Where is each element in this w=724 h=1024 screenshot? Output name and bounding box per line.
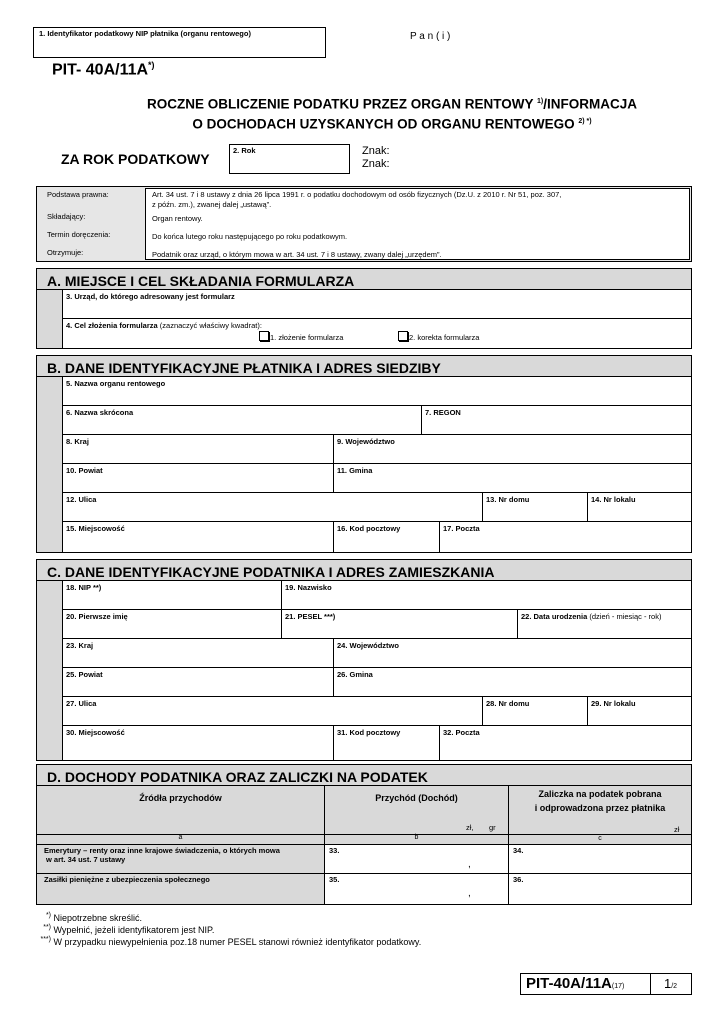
taxpayer-voivodeship-field[interactable]: 24. Województwo [333,638,692,668]
section-a-header: A. MIEJSCE I CEL SKŁADANIA FORMULARZA [36,268,692,290]
info-value-submitter: Organ rentowy. [152,214,203,223]
section-c-header: C. DANE IDENTYFIKACYJNE PODATNIKA I ADRES ZAMIESZKANIA [36,559,692,581]
nip-field[interactable] [33,27,326,58]
col-a-header: Źródła przychodów [139,793,222,803]
col-c-zl: zł [674,825,680,834]
surname-field[interactable]: 19. Nazwisko [281,580,692,610]
taxpayer-commune-field[interactable]: 26. Gmina [333,667,692,697]
row-pensions-label: Emerytury – renty oraz inne krajowe świadczenia, o których mowa w art. 34 ust. 7 ustawy [44,846,280,864]
taxpayer-country-field[interactable]: 23. Kraj [62,638,334,668]
pesel-field[interactable]: 21. PESEL ***) [281,609,518,639]
col-a-letter: a [178,834,183,841]
info-label-deadline: Termin doręczenia: [47,230,111,239]
tax-year-label: ZA ROK PODATKOWY [61,151,210,167]
taxpayer-postcode-field[interactable]: 31. Kod pocztowy [333,725,440,761]
taxpayer-city-field[interactable]: 30. Miejscowość [62,725,334,761]
payer-country-field[interactable]: 8. Kraj [62,434,334,464]
footer-form-code: PIT-40A/11A(17) [526,975,625,992]
benefits-income-field[interactable]: 35. , [329,875,471,899]
form-title: ROCZNE OBLICZENIE PODATKU PRZEZ ORGAN RENTOWY $^{1)}$/INFORMACJA O DOCHODACH UZYSKANYCH OD ORGANU RENTOWEGO $^{2) *)}$ [146,96,637,131]
info-value-recipient: Podatnik oraz urząd, o którym mowa w art. 34 ust. 7 i 8 ustawy, zwany dalej „urzędem”. [152,250,442,259]
payer-post-office-field[interactable]: 17. Poczta [439,521,692,553]
info-label-submitter: Składający: [47,212,86,221]
col-b-zl: zł, [466,823,474,832]
col-b-letter: b [414,834,419,841]
info-value-deadline: Do końca lutego roku następującego po roku podatkowym. [152,232,348,241]
info-label-recipient: Otrzymuje: [47,248,84,257]
row-benefits-label: Zasiłki pieniężne z ubezpieczenia społecznego [44,875,210,884]
option-correction[interactable]: 2. korekta formularza [398,331,479,342]
purpose-field: 4. Cel złożenia formularza (zaznaczyć właściwy kwadrat): 1. złożenie formularza 2. korekta formularza [62,318,692,349]
section-d-header: D. DOCHODY PODATNIKA ORAZ ZALICZKI NA PODATEK [36,764,692,786]
footer-page-number: 1/2 [664,976,678,991]
col-c-header-1: Zaliczka na podatek pobrana [538,789,662,799]
pan-i-text: P a n ( i ) [410,31,451,42]
regon-field[interactable]: 7. REGON [421,405,692,435]
col-c-letter: c [598,835,602,842]
section-b-header: B. DANE IDENTYFIKACYJNE PŁATNIKA I ADRES SIEDZIBY [36,355,692,377]
pensions-advance-field[interactable]: 34. [513,846,524,855]
payer-street-field[interactable]: 12. Ulica [62,492,483,522]
office-field[interactable]: 3. Urząd, do którego adresowany jest formularz [62,289,692,319]
option-submit[interactable]: 1. złożenie formularza [259,331,343,342]
taxpayer-street-field[interactable]: 27. Ulica [62,696,483,726]
taxpayer-county-field[interactable]: 25. Powiat [62,667,334,697]
col-b-header: Przychód (Dochód) [375,793,458,803]
birth-date-field[interactable]: 22. Data urodzenia (dzień - miesiąc - rok) [517,609,692,639]
payer-commune-field[interactable]: 11. Gmina [333,463,692,493]
col-b-gr: gr [489,823,496,832]
taxpayer-post-office-field[interactable]: 32. Poczta [439,725,692,761]
col-c-header-2: i odprowadzona przez płatnika [534,803,666,813]
taxpayer-nip-field[interactable]: 18. NIP **) [62,580,282,610]
info-value-legal-2: z późn. zm.), zwanej dalej „ustawą”. [152,200,272,209]
taxpayer-flat-no-field[interactable]: 29. Nr lokalu [587,696,692,726]
nip-label: 1. Identyfikator podatkowy NIP płatnika (organu rentowego) [39,29,251,38]
payer-house-no-field[interactable]: 13. Nr domu [482,492,588,522]
payer-postcode-field[interactable]: 16. Kod pocztowy [333,521,440,553]
info-value-legal: Art. 34 ust. 7 i 8 ustawy z dnia 26 lipca 1991 r. o podatku dochodowym od osób fizycznych (Dz.U. z 2010 r. Nr 51, poz. 307, [152,190,562,199]
form-code: PIT- 40A/11A*) [52,60,155,79]
payer-voivodeship-field[interactable]: 9. Województwo [333,434,692,464]
znak-2: Znak: [362,158,390,170]
checkbox-submit[interactable] [259,331,269,341]
year-field[interactable]: 2. Rok [229,144,350,174]
taxpayer-house-no-field[interactable]: 28. Nr domu [482,696,588,726]
short-name-field[interactable]: 6. Nazwa skrócona [62,405,422,435]
pensions-income-field[interactable]: 33. , [329,846,471,870]
checkbox-correction[interactable] [398,331,408,341]
payer-city-field[interactable]: 15. Miejscowość [62,521,334,553]
payer-county-field[interactable]: 10. Powiat [62,463,334,493]
znak-1: Znak: [362,145,390,157]
payer-flat-no-field[interactable]: 14. Nr lokalu [587,492,692,522]
footnotes: *) Niepotrzebne skreślić. **) Wypełnić, jeżeli identyfikatorem jest NIP. ***) W przypadku niewypełnienia poz.18 numer PESEL stanowi również identyfikator podatkowy. [40,912,422,947]
info-label-legal: Podstawa prawna: [47,190,109,199]
benefits-advance-field[interactable]: 36. [513,875,524,884]
first-name-field[interactable]: 20. Pierwsze imię [62,609,282,639]
payer-name-field[interactable]: 5. Nazwa organu rentowego [62,376,692,406]
